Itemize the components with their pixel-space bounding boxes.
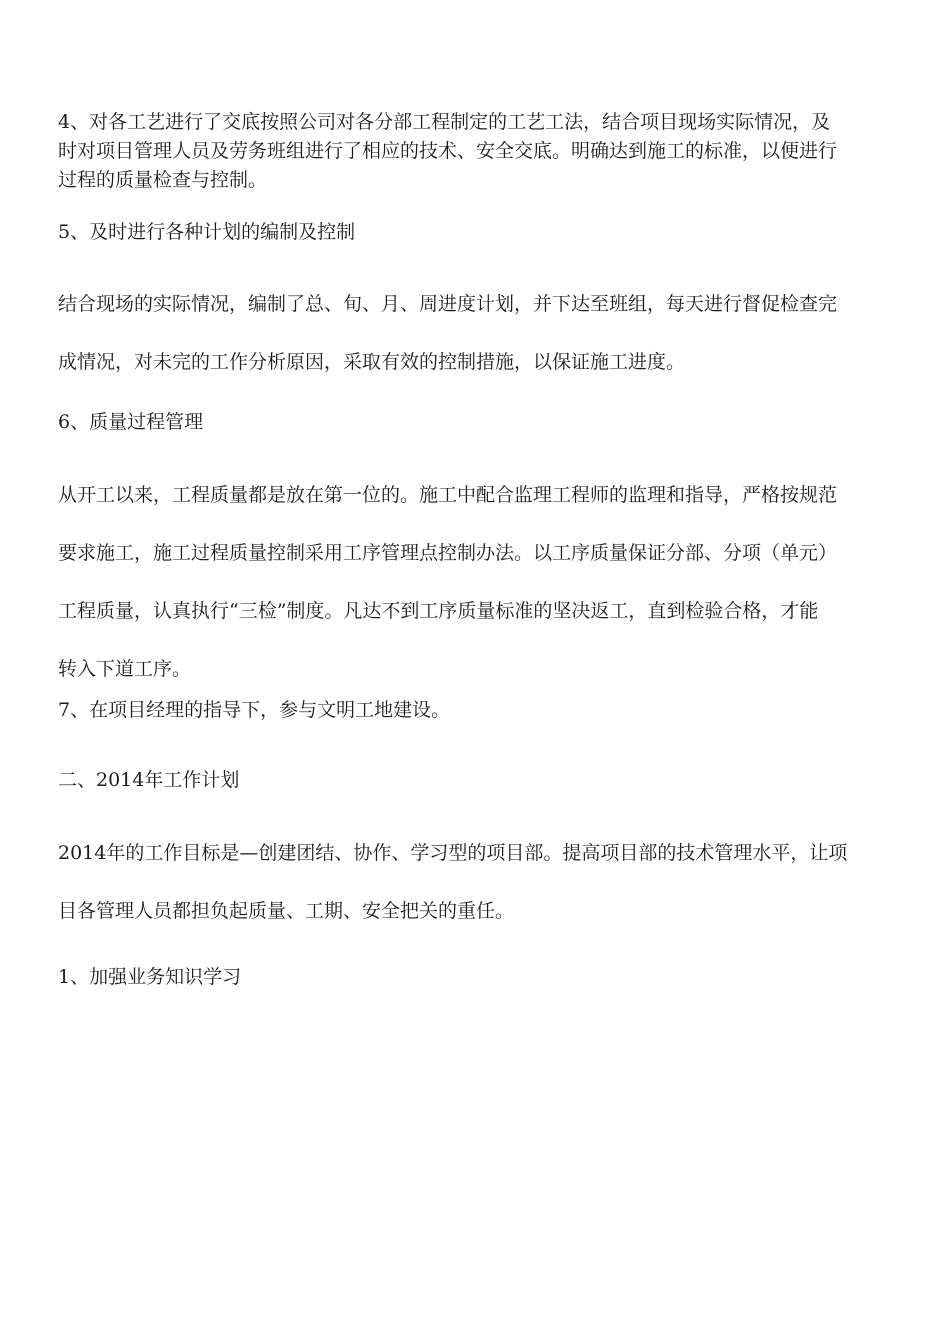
text-line: 转入下道工序。 [58, 658, 192, 680]
text-line: 过程的质量检查与控制。 [58, 169, 268, 191]
paragraph-item-6 [58, 466, 837, 698]
item-7: 7、在项目经理的指导下，参与文明工地建设。 [58, 699, 451, 721]
text-line: 结合现场的实际情况，编制了总、旬、月、周进度计划，并下达至班组，每天进行督促检查完 [58, 293, 838, 315]
text-line: 工程质量，认真执行“三检”制度。凡达不到工序质量标准的坚决返工，直到检验合格，才能 [58, 600, 819, 622]
text-line: 要求施工，施工过程质量控制采用工序管理点控制办法。以工序质量保证分部、分项（单元） [58, 542, 838, 564]
text-line: 目各管理人员都担负起质量、工期、安全把关的重任。 [58, 900, 515, 922]
text-line: 2014年的工作目标是—创建团结、协作、学习型的项目部。提高项目部的技术管理水平，让项 [58, 842, 848, 864]
heading-item-5: 5、及时进行各种计划的编制及控制 [58, 221, 356, 243]
text-line: 从开工以来，工程质量都是放在第一位的。施工中配合监理工程师的监理和指导，严格按规范 [58, 484, 838, 506]
heading-item-6: 6、质量过程管理 [58, 411, 204, 433]
text-line: 成情况，对未完的工作分析原因，采取有效的控制措施，以保证施工进度。 [58, 351, 686, 373]
section-title-2014-plan: 二、2014年工作计划 [58, 769, 240, 791]
paragraph-2014-goal [58, 824, 847, 940]
text-line: 4、对各工艺进行了交底按照公司对各分部工程制定的工艺工法，结合项目现场实际情况，及 [58, 111, 831, 133]
text-line: 时对项目管理人员及劳务班组进行了相应的技术、安全交底。明确达到施工的标准，以便进行 [58, 140, 838, 162]
paragraph-item-5 [58, 275, 837, 391]
item-1-study: 1、加强业务知识学习 [58, 966, 242, 988]
paragraph-item-4 [58, 108, 837, 195]
